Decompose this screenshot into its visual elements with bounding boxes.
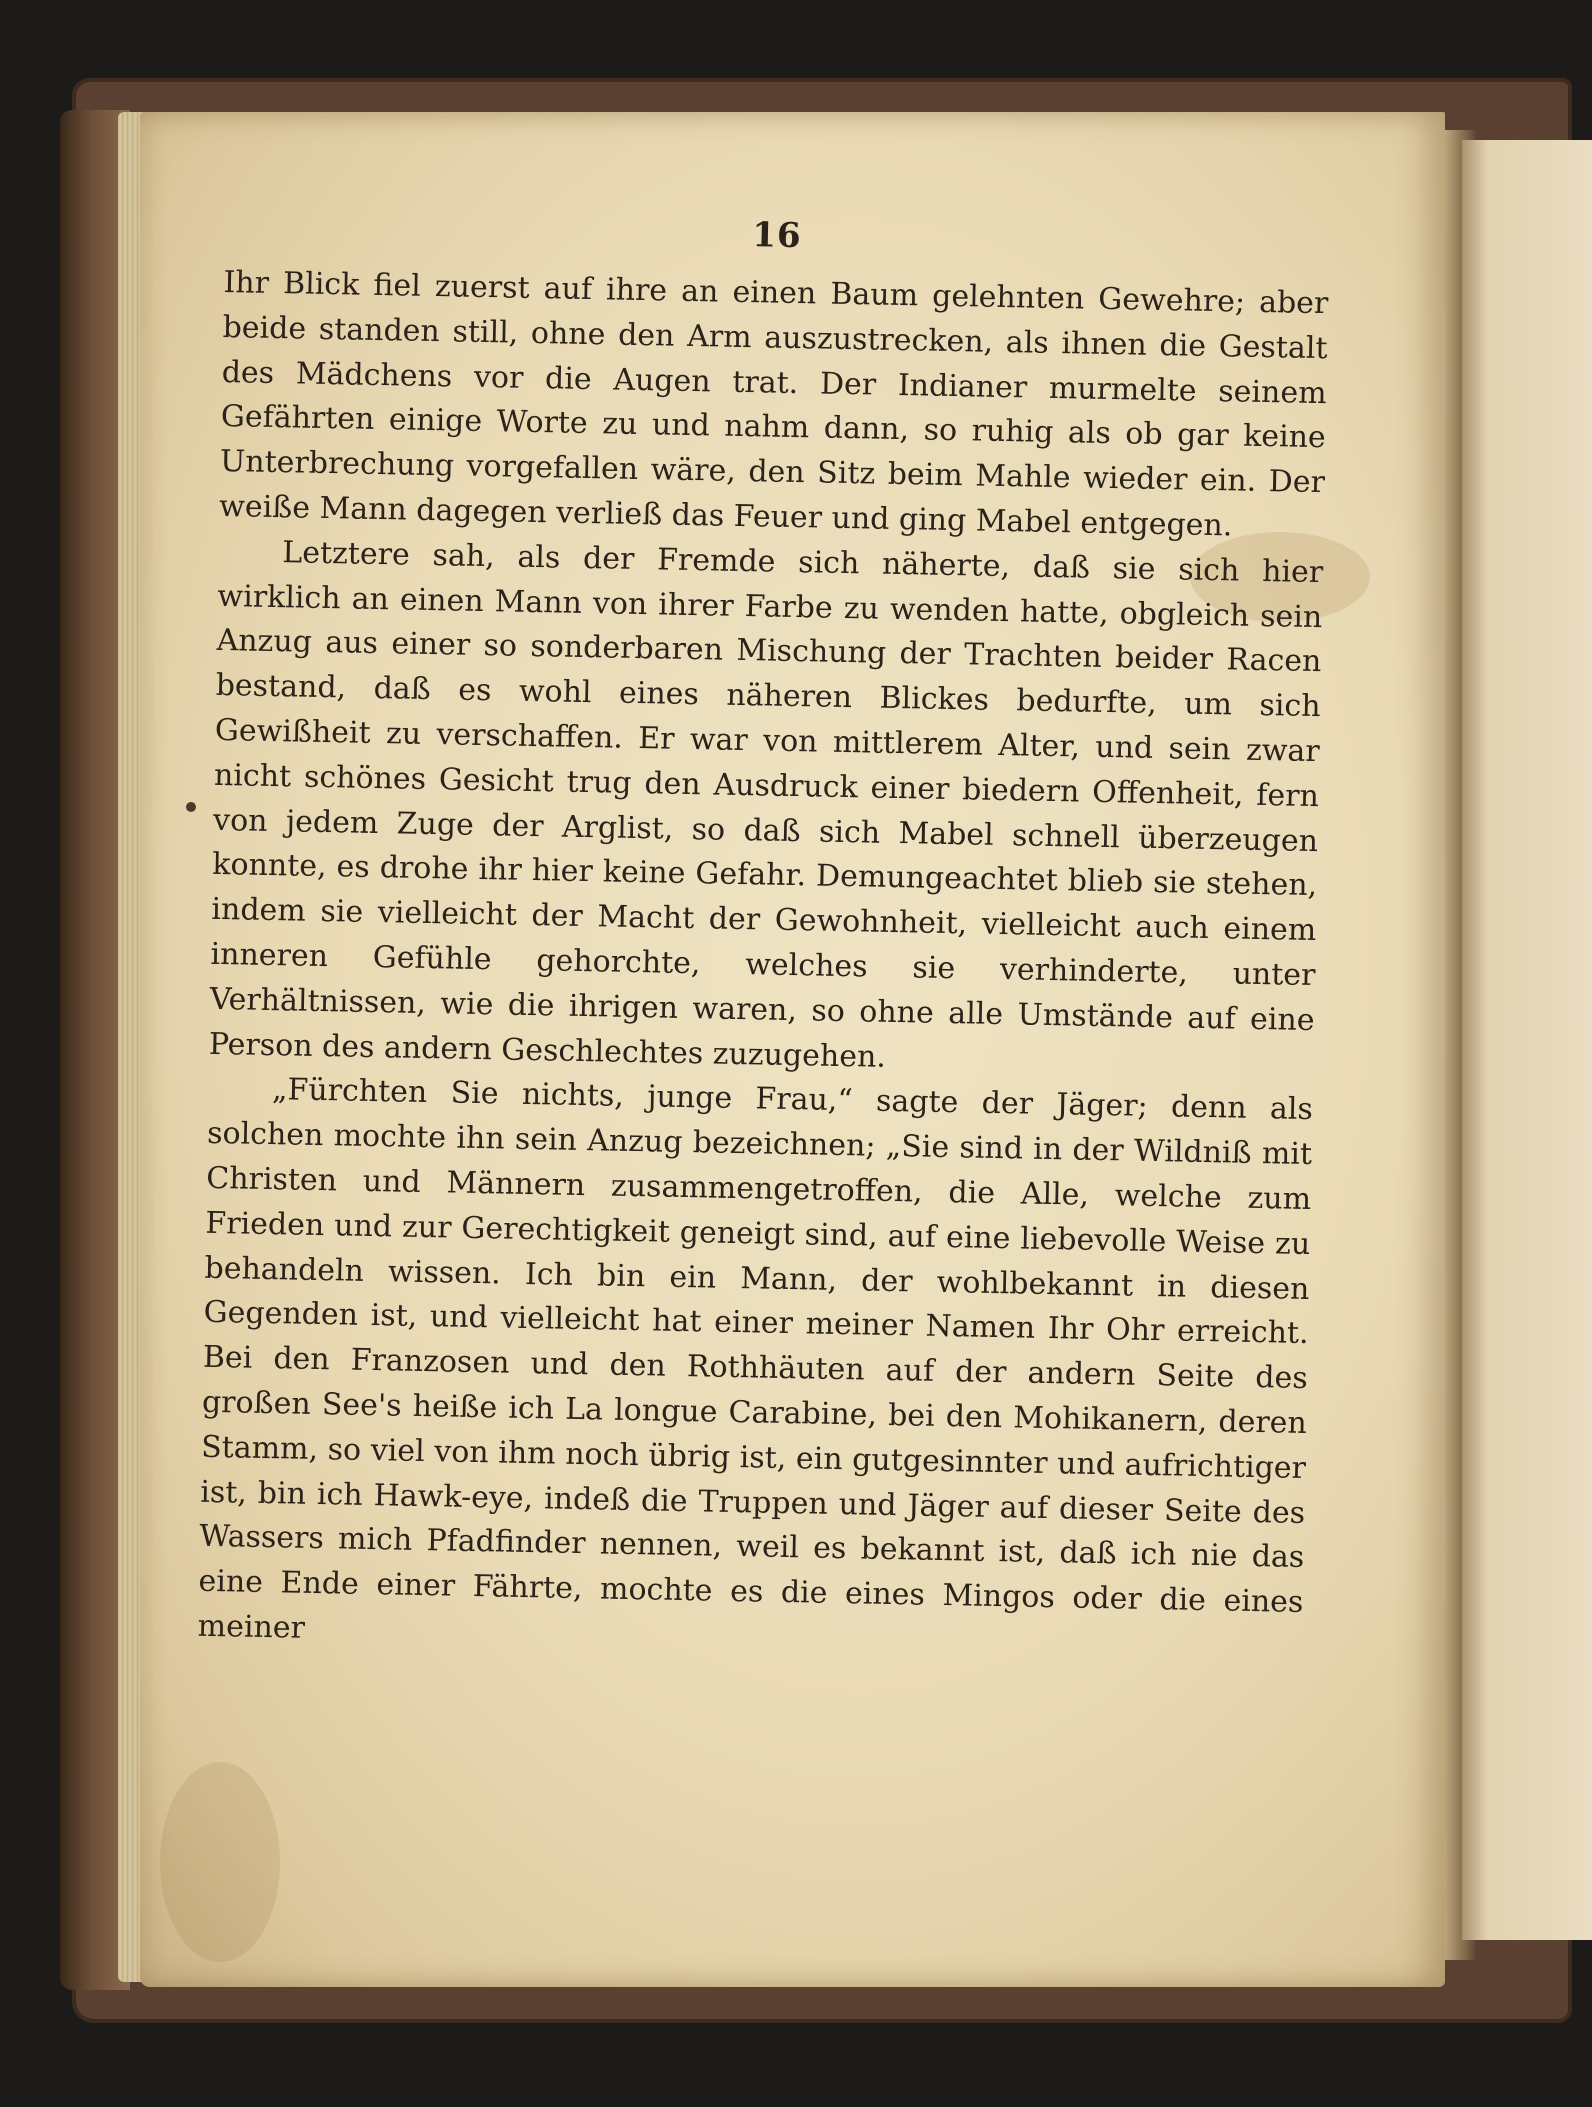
ink-spot: [186, 802, 196, 812]
page-text: [197, 205, 1330, 1671]
paragraph: Ihr Blick fiel zuerst auf ihre an einen Baum gelehnten Gewehre; aber beide standen still, ohne den Arm auszustrecken, als ihnen die Gestalt des Mädchens vor die Augen trat. Der Indianer murmelte seinem Gefährten einige Worte zu und nahm dann, so ruhig als ob gar keine Unterbrechung vorgefallen wäre, den Sitz beim Mahle wieder ein. Der weiße Mann dagegen verließ das Feuer und ging Mabel entgegen.: [218, 264, 1329, 544]
paragraph: „Fürchten Sie nichts, junge Frau,“ sagte der Jäger; denn als solchen mochte ihn sein Anzug bezeichnen; „Sie sind in der Wildniß mit Christen und Männern zusammengetroffen, die Alle, welche zum Frieden und zur Gerechtigkeit geneigt sind, auf eine liebevolle Weise zu behandeln wissen. Ich bin ein Mann, der wohlbekannt in diesen Gegenden ist, und vielleicht hat einer meiner Namen Ihr Ohr erreicht. Bei den Franzosen und den Rothhäuten auf der andern Seite des großen See's heiße ich La longue Carabine, bei den Mohikanern, deren Stamm, so viel von ihm noch übrig ist, ein gutgesinnter und aufrichtiger ist, bin ich Hawk-eye, indeß die Truppen und Jäger auf dieser Seite des Wassers mich Pfadfinder nennen, weil es bekannt ist, daß ich nie das eine Ende einer Fährte, mochte es die eines Mingos oder die eines meiner: [197, 1072, 1314, 1646]
facing-page: [1462, 140, 1592, 1940]
page-stain: [160, 1762, 280, 1962]
paragraph: Letztere sah, als der Fremde sich näherte, daß sie sich hier wirklich an einen Mann von ihrer Farbe zu wenden hatte, obgleich sein Anzug aus einer so sonderbaren Mischung der Trachten beider Racen bestand, daß es wohl eines näheren Blickes bedurfte, um sich Gewißheit zu verschaffen. Er war von mittlerem Alter, und sein zwar nicht schönes Gesicht trug den Ausdruck einer biedern Offenheit, fern von jedem Zuge der Arglist, so daß sich Mabel schnell überzeugen konnte, es drohe ihr hier keine Gefahr. Demungeachtet blieb sie stehen, indem sie vielleicht der Macht der Gewohnheit, vielleicht auch einem inneren Gefühle gehorchte, welches sie verhinderte, unter Verhältnissen, wie die ihrigen waren, so ohne alle Umstände auf eine Person des andern Geschlechtes zuzugehen.: [208, 534, 1324, 1075]
page-number: 16: [751, 215, 803, 257]
